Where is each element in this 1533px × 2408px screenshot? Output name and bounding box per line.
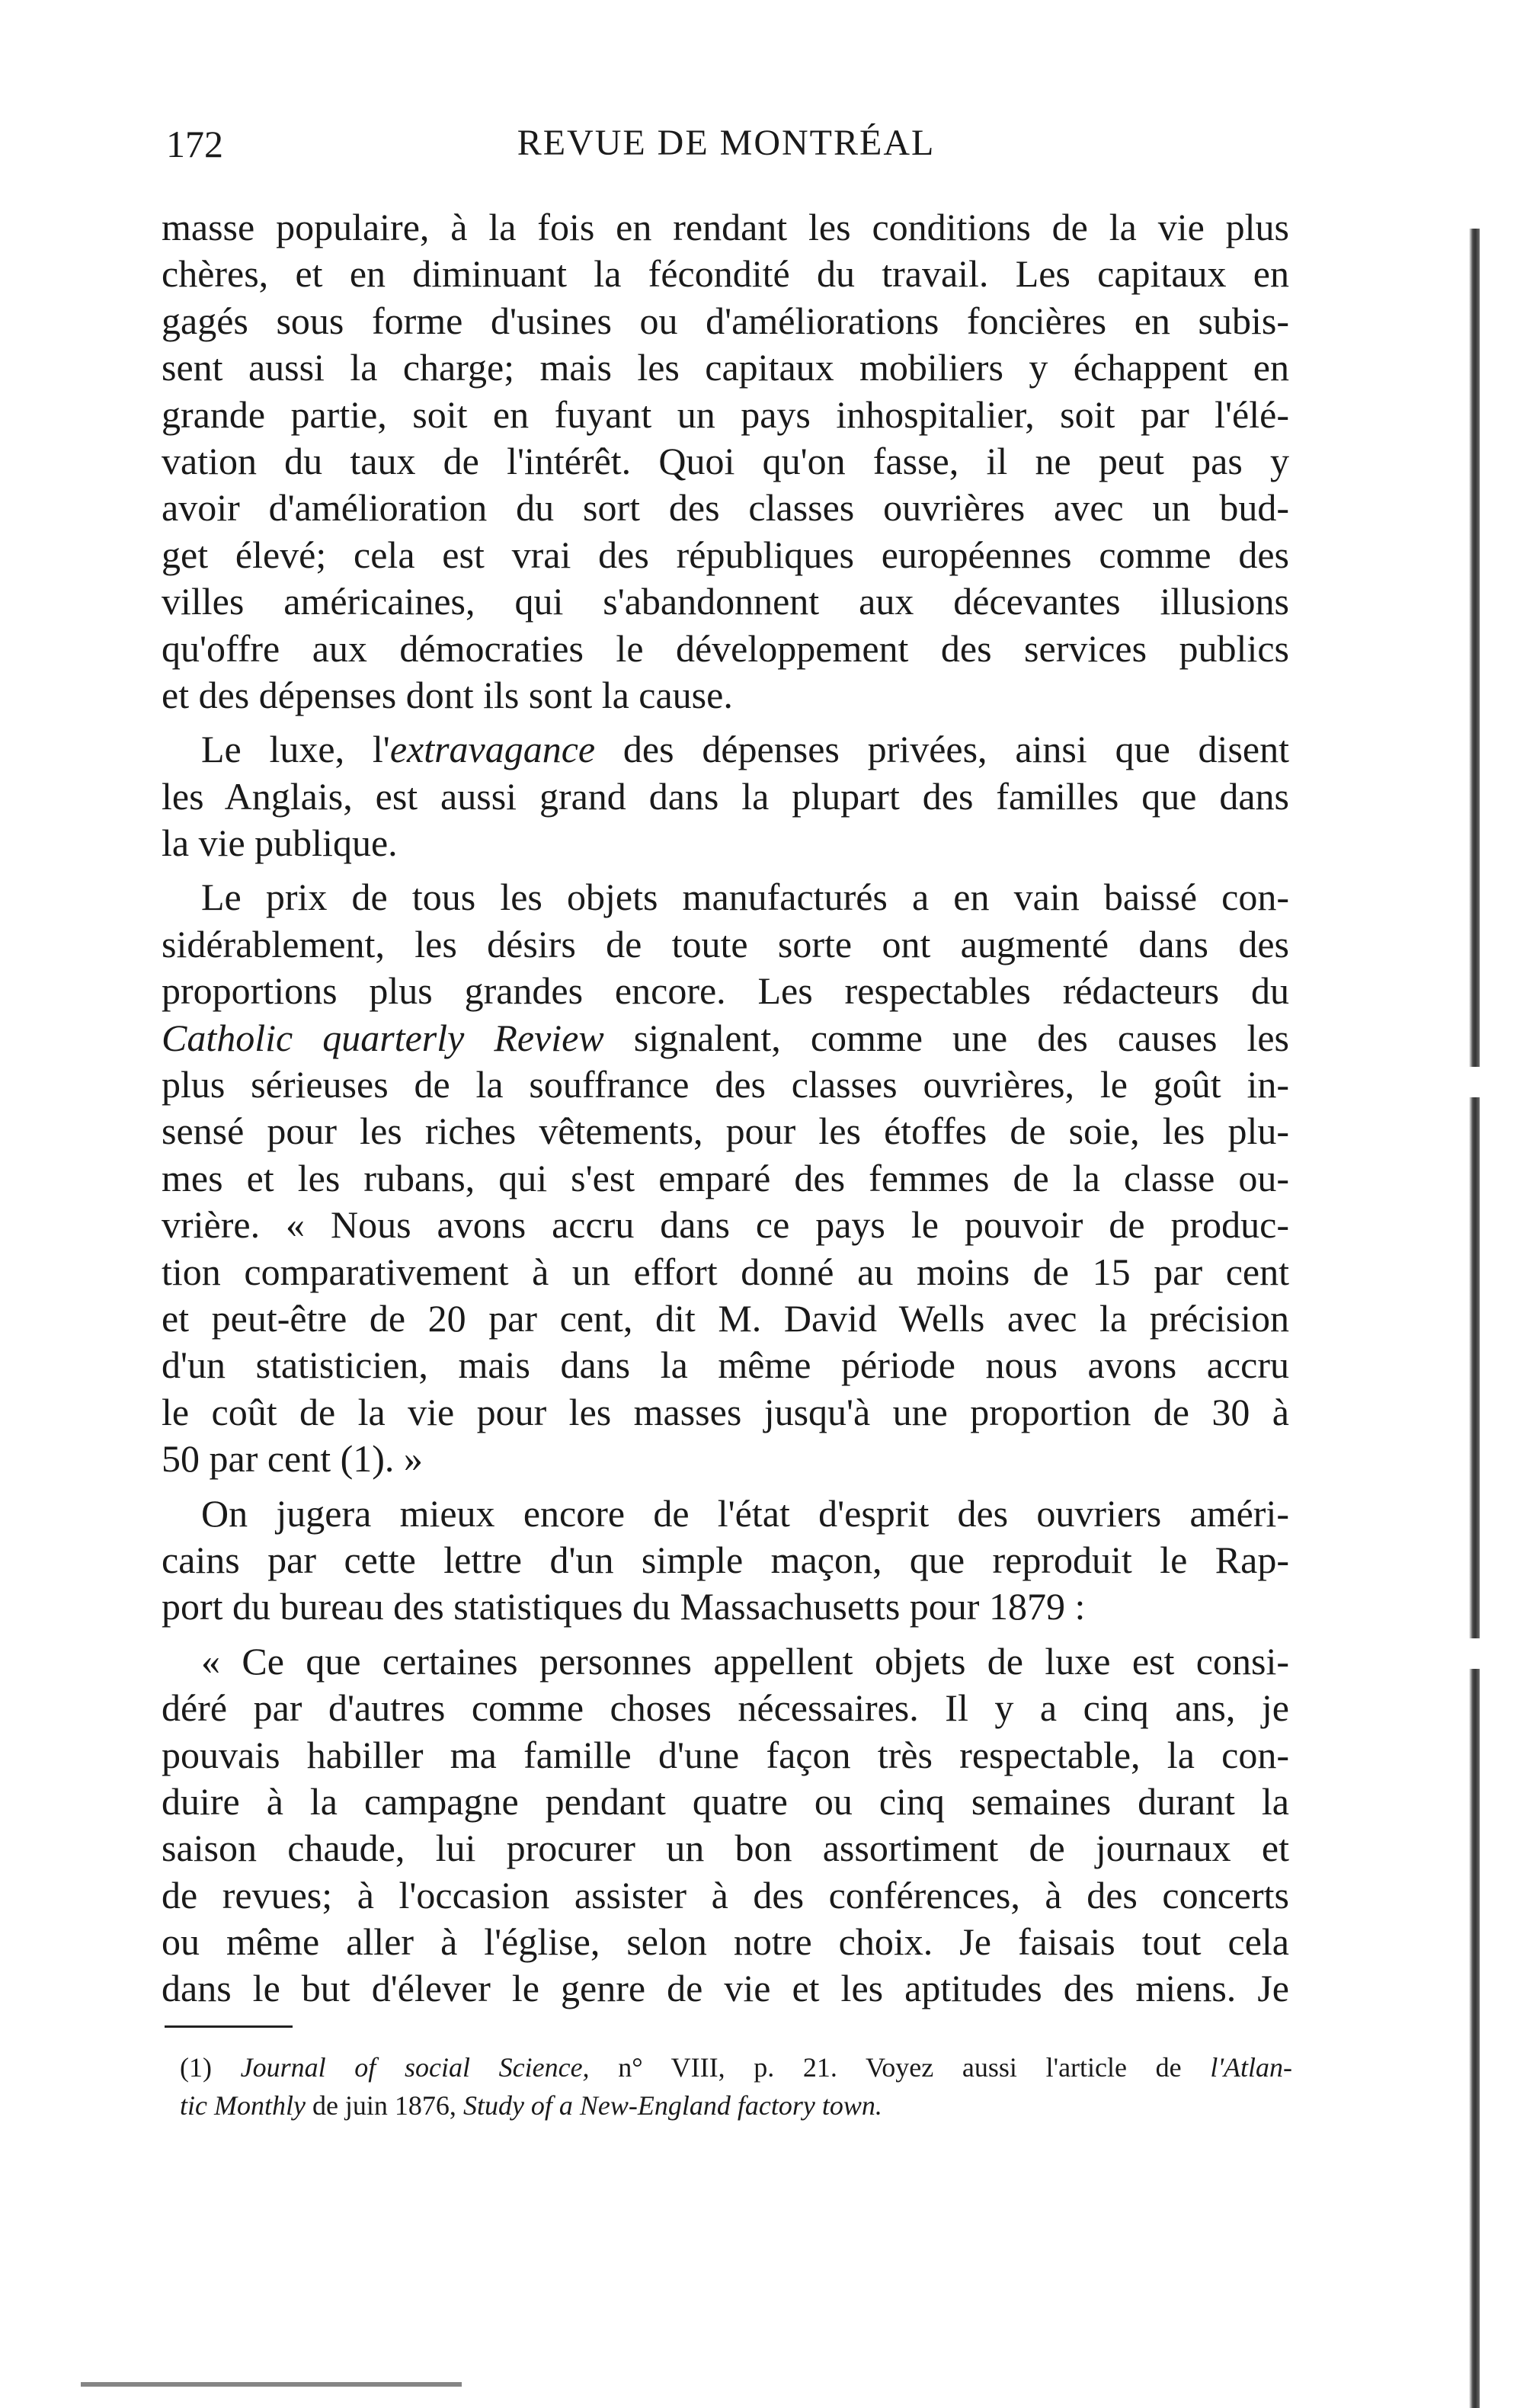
text-line: chères, et en diminuant la fécondité du travail. Les capitaux en [162, 252, 1289, 296]
text-line: plus sérieuses de la souffrance des classes ouvrières, le goût in- [162, 1063, 1289, 1106]
text-line: port du bureau des statistiques du Massachusetts pour 1879 : [162, 1585, 1086, 1628]
text-line: sidérablement, les désirs de toute sorte ont augmenté dans des [162, 922, 1289, 965]
text-line: les Anglais, est aussi grand dans la plupart des familles que dans [162, 774, 1289, 818]
text-line: et des dépenses dont ils sont la cause. [162, 673, 733, 716]
text-line: « Ce que certaines personnes appellent objets de luxe est consi- [201, 1639, 1289, 1683]
text-line: proportions plus grandes encore. Les respectables rédacteurs du [162, 969, 1289, 1013]
text-line: On jugera mieux encore de l'état d'esprit des ouvriers améri- [201, 1491, 1289, 1535]
text-line: gagés sous forme d'usines ou d'améliorations foncières en subis- [162, 299, 1289, 342]
italic-term: extravagance [389, 728, 596, 771]
text-line: saison chaude, lui procurer un bon assortiment de journaux et [162, 1827, 1289, 1870]
page-header [166, 122, 1286, 183]
text-line: pouvais habiller ma famille d'une façon très respectable, la con- [162, 1733, 1289, 1776]
text-line: masse populaire, à la fois en rendant les conditions de la vie plus [162, 206, 1289, 248]
footnote-line: (1) Journal of social Science, n° VIII, p. 21. Voyez aussi l'article de l'Atlan- [180, 2052, 1293, 2083]
text-line: vrière. « Nous avons accru dans ce pays le pouvoir de produc- [162, 1203, 1289, 1247]
text-line: sent aussi la charge; mais les capitaux mobiliers y échappent en [162, 346, 1289, 389]
scan-bottom-edge [81, 2382, 462, 2387]
text-line: déré par d'autres comme choses nécessaires. Il y a cinq ans, je [162, 1686, 1289, 1730]
text-line: Le prix de tous les objets manufacturés a en vain baissé con- [201, 876, 1289, 919]
scan-binding-edge [1469, 229, 1480, 2408]
text-line: vation du taux de l'intérêt. Quoi qu'on fasse, il ne peut pas y [162, 439, 1289, 482]
text-line: mes et les rubans, qui s'est emparé des femmes de la classe ou- [162, 1156, 1289, 1199]
text-line: 50 par cent (1). » [162, 1437, 423, 1481]
body-text [162, 204, 1289, 2013]
text-line: grande partie, soit en fuyant un pays inhospitalier, soit par l'élé- [162, 392, 1289, 436]
scan-binding-gap [1463, 1638, 1486, 1669]
text-line: de revues; à l'occasion assister à des conférences, à des concerts [162, 1873, 1289, 1916]
text-line: qu'offre aux démocraties le développement des services publics [162, 626, 1289, 670]
text-line: duire à la campagne pendant quatre ou cinq semaines durant la [162, 1779, 1289, 1823]
text-line: cains par cette lettre d'un simple maçon, que reproduit le Rap- [162, 1538, 1289, 1581]
footnote-line: tic Monthly de juin 1876, Study of a New-England factory town. [180, 2090, 882, 2121]
text-line: et peut-être de 20 par cent, dit M. David Wells avec la précision [162, 1296, 1289, 1340]
footnote-mark: (1) [180, 2052, 212, 2083]
text-line: d'un statisticien, mais dans la même période nous avons accru [162, 1343, 1289, 1387]
text-line: Catholic quarterly Review signalent, comme une des causes les [162, 1016, 1289, 1059]
footnote-rule [165, 2025, 293, 2028]
page-number: 172 [166, 123, 223, 165]
text-line: dans le but d'élever le genre de vie et les aptitudes des miens. Je [162, 1967, 1289, 2010]
running-title: REVUE DE MONTRÉAL [517, 123, 936, 163]
footnote [165, 2048, 1292, 2125]
text-line: avoir d'amélioration du sort des classes ouvrières avec un bud- [162, 486, 1289, 530]
text-line: le coût de la vie pour les masses jusqu'à une proportion de 30 à [162, 1390, 1289, 1433]
text-line: tion comparativement à un effort donné au moins de 15 par cent [162, 1250, 1289, 1293]
text-line: ou même aller à l'église, selon notre choix. Je faisais tout cela [162, 1920, 1289, 1964]
text-line: sensé pour les riches vêtements, pour les étoffes de soie, les plu- [162, 1110, 1289, 1153]
text-line: la vie publique. [162, 821, 398, 865]
text-line: get élevé; cela est vrai des républiques européennes comme des [162, 533, 1289, 576]
scan-binding-gap [1463, 1067, 1486, 1097]
text-line: villes américaines, qui s'abandonnent aux décevantes illusions [162, 580, 1289, 623]
italic-title: Catholic quarterly Review [162, 1016, 604, 1059]
text-line: Le luxe, l'extravagance des dépenses privées, ainsi que disent [201, 728, 1289, 771]
